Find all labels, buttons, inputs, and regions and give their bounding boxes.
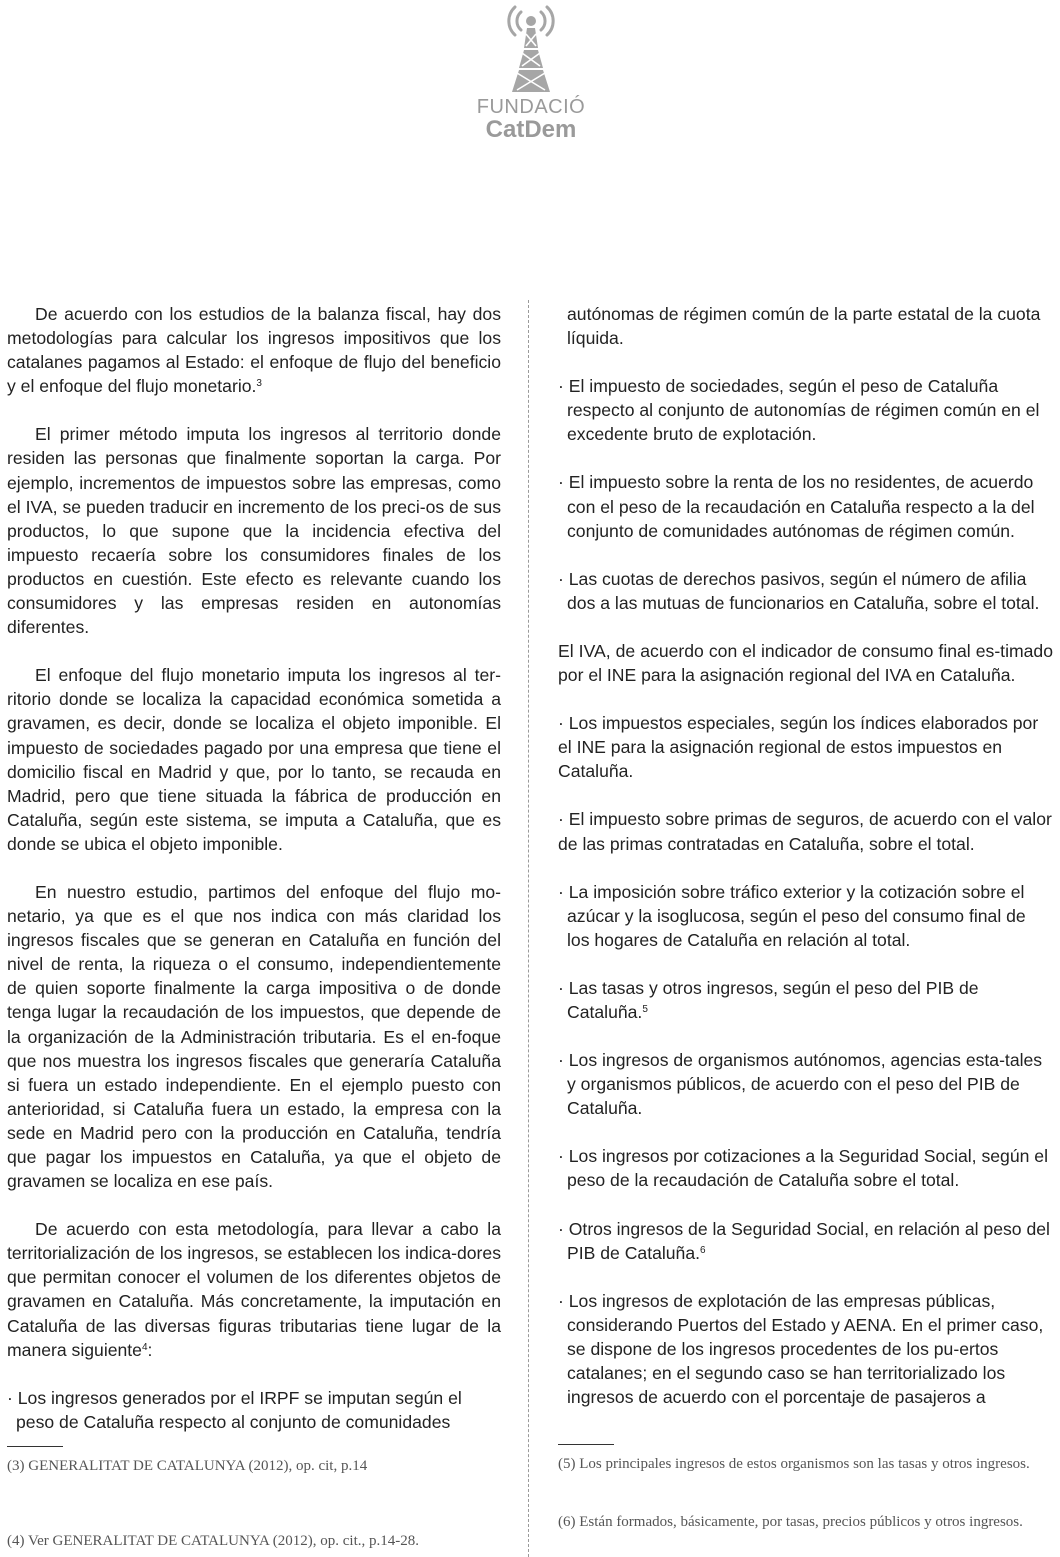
bullet-item: · El impuesto de sociedades, según el peso de Cataluña respecto al conjunto de autonomías de régimen común en el excedente bruto de explotación. [558, 376, 1040, 445]
footnote-rule-left [7, 1446, 63, 1447]
bullet-item [558, 1217, 1053, 1265]
bullet-item: · Los ingresos de organismos autónomos, agencias esta-tales y organismos públicos, de acuerdo con el peso del PIB de Cataluña. [558, 1050, 1043, 1119]
column-divider [528, 300, 529, 1557]
bullet-item: · Los impuestos especiales, según los índices elaborados por el INE para la asignación regional de estos impuestos en Cataluña. [558, 713, 1039, 782]
bullet-item: · Las cuotas de derechos pasivos, según el número de afilia dos a las mutuas de funcionarios en Cataluña, sobre el total. [558, 568, 1040, 613]
radio-tower-icon [500, 4, 562, 96]
footnote-3: (3) GENERALITAT DE CATALUNYA (2012), op. cit, p.14 [7, 1458, 368, 1474]
bullet-item: · El impuesto sobre primas de seguros, de acuerdo con el valor de las primas contratadas en Cataluña, sobre el total. [558, 809, 1052, 854]
paragraph: El IVA, de acuerdo con el indicador de consumo final es-timado por el INE para la asignación regional del IVA en Cataluña. [558, 640, 1053, 686]
footnote-4: (4) Ver GENERALITAT DE CATALUNYA (2012), op. cit., p.14-28. [7, 1533, 419, 1549]
bullet-item: · Los ingresos generados por el IRPF se imputan según el peso de Cataluña respecto al conjunto de comunidades [7, 1387, 462, 1432]
footnote-ref: 3 [256, 378, 262, 390]
bullet-item: · Los ingresos por cotizaciones a la Seguridad Social, según el peso de la recaudación de Cataluña sobre el total. [558, 1146, 1048, 1191]
logo-text-catdem: CatDem [485, 116, 577, 143]
paragraph: En nuestro estudio, partimos del enfoque del flujo mo-netario, ya que es el que nos indica con más claridad los ingresos fiscales que se generan en Cataluña en función del nivel de renta, la riqueza o el consumo, independientemente de quien soporte finalmente la carga impositiva o de donde tenga lugar la recaudación de los impuestos, que depende de la organización de la Administración tributaria. Es el en-foque que nos muestra los ingresos fiscales que generaría Cataluña si fuera un estado independiente. En el ejemplo puesto con anterioridad, si Cataluña fuera un estado, la empresa con la sede en Madrid pero con la producción en Cataluña, tendría que pagar los impuestos en Cataluña, ya que el objeto de gravamen se localiza en ese país. [7, 881, 501, 1192]
footnote-6: (6) Están formados, básicamente, por tasas, precios públicos y otros ingresos. [558, 1514, 1023, 1530]
paragraph [7, 1217, 501, 1362]
right-column [558, 302, 1053, 1433]
footnote-ref: 4 [141, 1341, 148, 1353]
bullet-item [558, 976, 1053, 1024]
paragraph [7, 302, 501, 398]
paragraph-text: De acuerdo con los estudios de la balanza fiscal, hay dos metodologías para calcular los ingresos impositivos que los catalanes pagamos al Estado: el enfoque de flujo del beneficio y el enfoque del flujo monetario. [7, 304, 501, 397]
logo-text-fundacio: FUNDACIÓ [476, 96, 586, 118]
bullet-continuation: autónomas de régimen común de la parte estatal de la cuota líquida. [567, 304, 1041, 349]
bullet-text: · Las tasas y otros ingresos, según el peso del PIB de Cataluña. [558, 977, 979, 1022]
paragraph: El primer método imputa los ingresos al territorio donde residen las personas que finalmente soportan la carga. Por ejemplo, incrementos de impuestos sobre las empresas, como el IVA, se pueden traducir en incremento de los preci-os de sus productos, lo que supone que la incidencia efectiva del impuesto recaería sobre los consumidores finales de los productos en cuestión. Este efecto es relevante cuando los consumidores y las empresas residen en autonomías diferentes. [7, 424, 501, 638]
bullet-text: · Otros ingresos de la Seguridad Social, en relación al peso del PIB de Cataluña. [558, 1218, 1050, 1263]
foundation-logo [476, 4, 586, 144]
paragraph-text-end: : [147, 1339, 153, 1360]
paragraph-text: De acuerdo con esta metodología, para llevar a cabo la territorialización de los ingresos, se establecen los indica-dores que permitan conocer el volumen de los diferentes objetos de gravamen en Cataluña. Más concretamente, la imputación en Cataluña de las diversas figuras tributarias tiene lugar de la manera siguiente [7, 1219, 501, 1360]
footnote-5: (5) Los principales ingresos de estos organismos son las tasas y otros ingresos. [558, 1456, 1030, 1472]
bullet-item: · La imposición sobre tráfico exterior y la cotización sobre el azúcar y la isoglucosa, según el peso del consumo final de los hogares de Cataluña en relación al total. [558, 881, 1026, 950]
left-column [7, 302, 501, 1458]
bullet-item: · El impuesto sobre la renta de los no residentes, de acuerdo con el peso de la recaudación en Cataluña respecto a la del conjunto de comunidades autónomas de régimen común. [558, 472, 1035, 541]
footnote-ref: 6 [700, 1244, 706, 1256]
bullet-item: · Los ingresos de explotación de las empresas públicas, considerando Puertos del Estado y AENA. En el primer caso, se dispone de los ingresos procedentes de los pu-ertos catalanes; en el segundo caso se han territorializado los ingresos de acuerdo con el porcentaje de pasajeros a [558, 1290, 1044, 1408]
paragraph: El enfoque del flujo monetario imputa los ingresos al ter-ritorio donde se localiza la capacidad económica sometida a gravamen, es decir, donde se localiza el objeto imponible. El impuesto de sociedades pagado por una empresa que tiene el domicilio fiscal en Madrid y que, por lo tanto, se recauda en Madrid, pero que tiene situada la fábrica de producción en Cataluña, según este sistema, se imputa a Cataluña, que es donde se ubica el objeto imponible. [7, 665, 501, 854]
footnote-rule-right [558, 1444, 614, 1445]
footnote-ref: 5 [642, 1003, 648, 1015]
